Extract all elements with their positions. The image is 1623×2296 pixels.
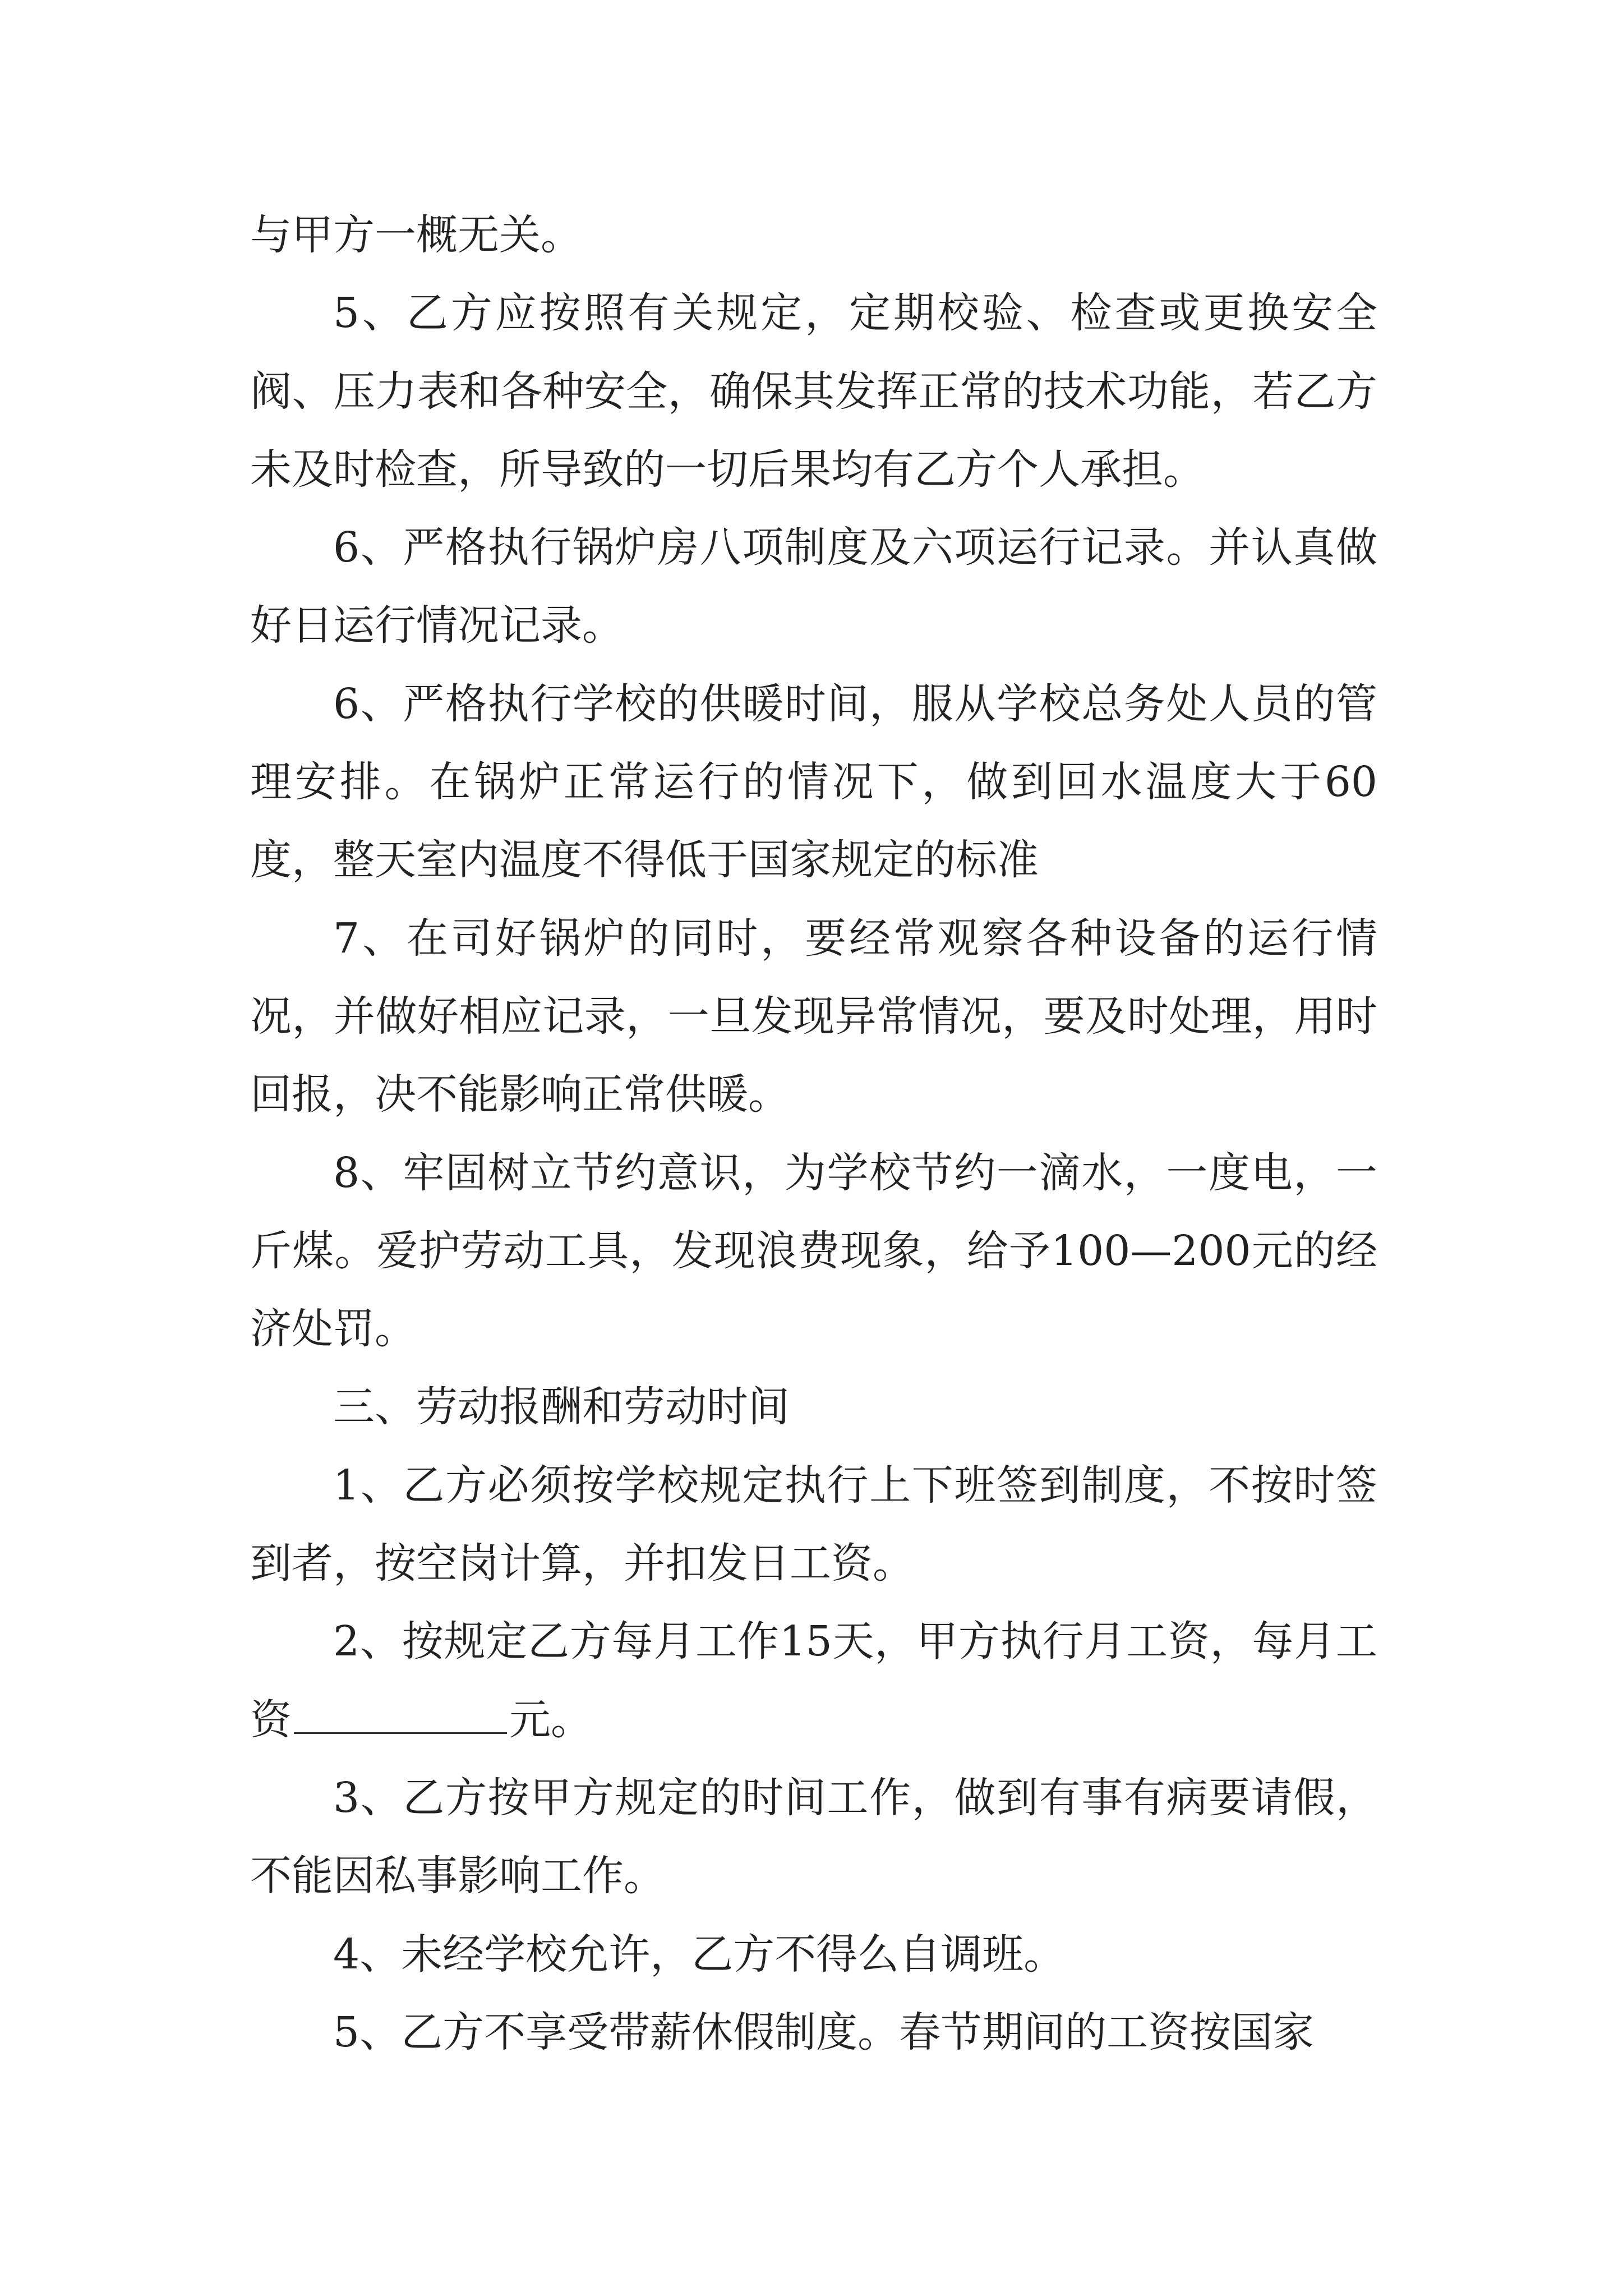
paragraph-clause-8-conservation: 8、牢固树立节约意识，为学校节约一滴水，一度电，一斤煤。爱护劳动工具，发现浪费现象，给予100—200元的经济处罚。 [250,1148,1377,1354]
paragraph-clause-1-attendance: 1、乙方必须按学校规定执行上下班签到制度，不按时签到者，按空岗计算，并扣发日工资。 [250,1461,1377,1588]
paragraph-clause-4-shift-change: 4、未经学校允许，乙方不得么自调班。 [333,1930,1066,1978]
section-heading-compensation-hours: 三、劳动报酬和劳动时间 [333,1383,790,1432]
paragraph-clause-6-heating-schedule: 6、严格执行学校的供暖时间，服从学校总务处人员的管理安排。在锅炉正常运行的情况下，做到回水温度大于60度，整天室内温度不得低于国家规定的标准 [250,679,1377,885]
paragraph-clause-6-boiler-records: 6、严格执行锅炉房八项制度及六项运行记录。并认真做好日运行情况记录。 [250,523,1377,650]
paragraph-clause-2-monthly-wage [250,1603,1377,1759]
paragraph-clause-7-equipment-monitoring: 7、在司好锅炉的同时，要经常观察各种设备的运行情况，并做好相应记录，一旦发现异常情况，要及时处理，用时回报，决不能影响正常供暖。 [250,914,1377,1119]
wage-currency-unit: 元。 [509,1695,592,1744]
wage-amount-blank-field [294,1697,507,1734]
paragraph-clause-3-leave: 3、乙方按甲方规定的时间工作，做到有事有病要请假，不能因私事影响工作。 [250,1773,1377,1901]
monthly-wage-text: 2、按规定乙方每月工作15天，甲方执行月工资，每月工资 [250,1617,1377,1744]
paragraph-clause-5-safety-inspection: 5、乙方应按照有关规定，定期校验、检查或更换安全阀、压力表和各种安全，确保其发挥正常的技术功能，若乙方未及时检查，所导致的一切后果均有乙方个人承担。 [250,289,1377,494]
paragraph-continuation: 与甲方一概无关。 [250,211,582,259]
paragraph-clause-5-paid-leave: 5、乙方不享受带薪休假制度。春节期间的工资按国家 [333,2008,1315,2056]
document-body [250,196,1377,2072]
